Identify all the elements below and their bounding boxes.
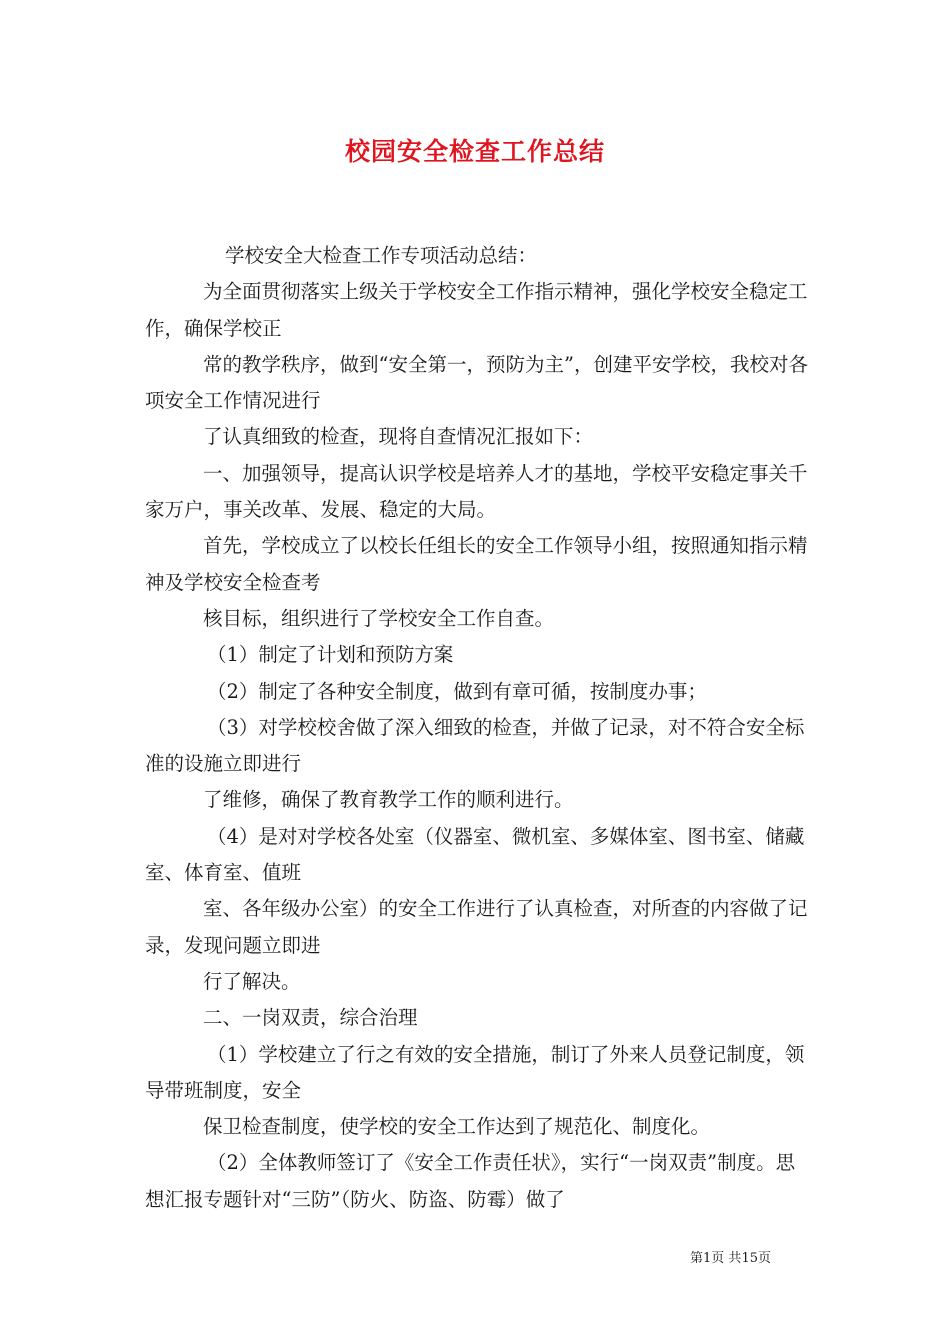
paragraph: （1）制定了计划和预防方案 — [207, 643, 454, 667]
page-number-middle: 页 共 — [711, 1251, 742, 1266]
paragraph: 二、一岗双责，综合治理 — [203, 1006, 418, 1030]
paragraph: 保卫检查制度，使学校的安全工作达到了规范化、制度化。 — [203, 1115, 711, 1139]
paragraph: 了认真细致的检查，现将自查情况汇报如下： — [203, 425, 594, 449]
paragraph: 学校安全大检查工作专项活动总结： — [225, 244, 538, 267]
paragraph: （3）对学校校舍做了深入细致的检查，并做了记录，对不符合安全标准的设施立即进行 — [145, 715, 805, 776]
page-number-suffix: 页 — [757, 1251, 771, 1266]
page-title: 校园安全检查工作总结 — [344, 137, 605, 166]
paragraph: （4）是对对学校各处室（仪器室、微机室、多媒体室、图书室、储藏室、体育室、值班 — [145, 824, 805, 885]
page-number — [690, 1247, 820, 1266]
page-number-prefix: 第 — [690, 1251, 704, 1266]
total-pages: 15 — [741, 1251, 758, 1266]
document-body — [145, 238, 810, 1218]
current-page: 1 — [703, 1251, 712, 1266]
paragraph: 为全面贯彻落实上级关于学校安全工作指示精神，强化学校安全稳定工作，确保学校正 — [145, 280, 808, 340]
paragraph: 行了解决。 — [203, 969, 301, 993]
paragraph: （1）学校建立了行之有效的安全措施，制订了外来人员登记制度，领导带班制度，安全 — [145, 1042, 805, 1102]
paragraph: 了维修，确保了教育教学工作的顺利进行。 — [203, 788, 574, 812]
paragraph: （2）制定了各种安全制度，做到有章可循，按制度办事； — [207, 679, 707, 703]
paragraph: 首先，学校成立了以校长任组长的安全工作领导小组，按照通知指示精神及学校安全检查考 — [145, 534, 808, 594]
paragraph: 核目标，组织进行了学校安全工作自查。 — [203, 606, 555, 630]
paragraph: （2）全体教师签订了《安全工作责任状》，实行“一岗双责”制度。思想汇报专题针对“三防”（防火、防盗、防霉）做了 — [145, 1151, 796, 1211]
paragraph: 室、各年级办公室）的安全工作进行了认真检查，对所查的内容做了记录，发现问题立即进 — [145, 897, 808, 957]
paragraph: 常的教学秩序，做到“安全第一，预防为主”，创建平安学校，我校对各项安全工作情况进行 — [145, 352, 808, 413]
paragraph: 一、加强领导，提高认识学校是培养人才的基地，学校平安稳定事关千家万户，事关改革、发展、稳定的大局。 — [145, 461, 808, 522]
